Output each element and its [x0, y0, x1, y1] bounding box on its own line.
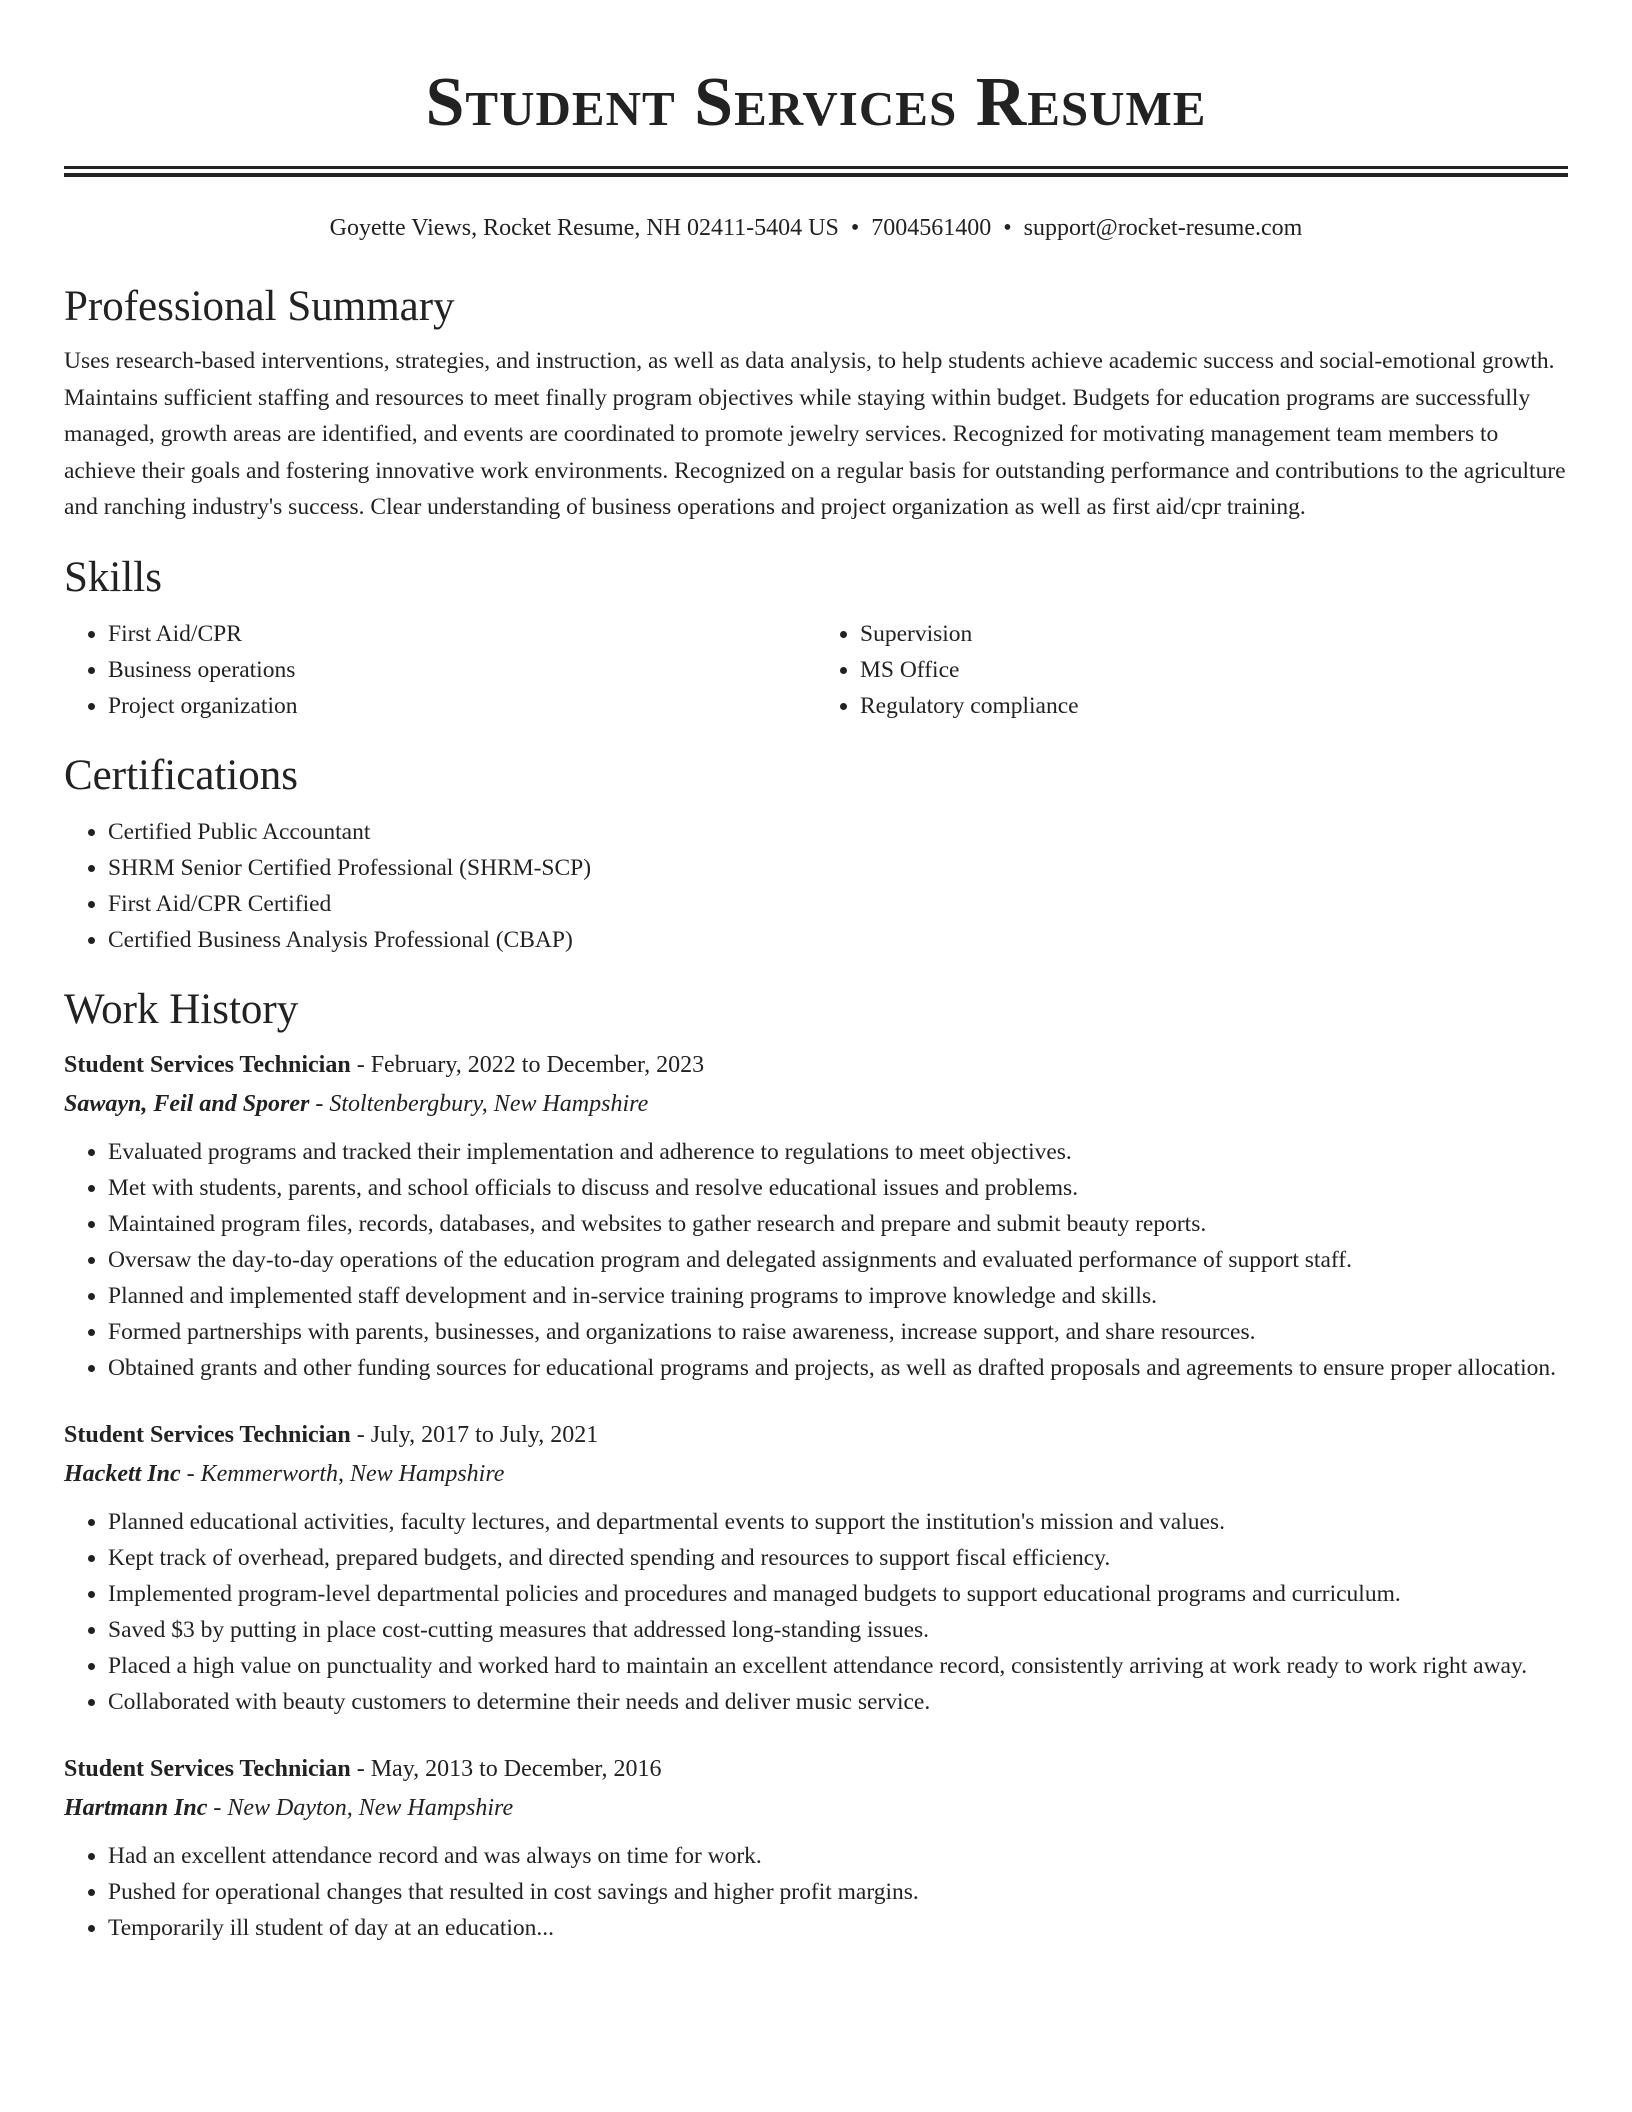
job-title-line [64, 1416, 1568, 1454]
job-title: Student Services Technician [64, 1421, 351, 1448]
certifications-heading: Certifications [64, 751, 299, 799]
certification-item: • First Aid/CPR Certified [108, 886, 1568, 922]
job-company: Hartmann Inc [64, 1794, 208, 1821]
summary-heading: Professional Summary [64, 283, 455, 330]
job-company: Hackett Inc [64, 1460, 181, 1487]
job-dates: - May, 2013 to December, 2016 [350, 1755, 662, 1782]
certification-item: • Certified Business Analysis Professional (CBAP) [108, 922, 1568, 958]
work-history-heading: Work History [64, 985, 299, 1033]
job-entry [64, 1046, 1568, 1386]
certification-item: • Certified Public Accountant [108, 814, 1568, 850]
job-bullet: • Maintained program files, records, databases, and websites to gather research and prepare and submit beauty reports. [108, 1206, 1568, 1242]
skills-heading: Skills [64, 553, 162, 601]
job-entry [64, 1750, 1568, 1946]
job-bullets [64, 1838, 1568, 1946]
job-bullet: • Formed partnerships with parents, businesses, and organizations to raise awareness, increase support, and share resources. [108, 1314, 1568, 1350]
job-dates: - July, 2017 to July, 2021 [350, 1421, 599, 1448]
skills-list [64, 616, 1568, 724]
contact-phone: 7004561400 [871, 215, 992, 241]
skill-item: • Project organization [108, 688, 816, 724]
skill-item: • Business operations [108, 652, 816, 688]
job-title: Student Services Technician [64, 1051, 351, 1078]
skills-column-right [816, 616, 1568, 724]
skill-item: • First Aid/CPR [108, 616, 816, 652]
skill-item: • Regulatory compliance [860, 688, 1568, 724]
contact-email: support@rocket-resume.com [1023, 215, 1303, 241]
job-bullet: • Implemented program-level departmental policies and procedures and managed budgets to support educational programs and curriculum. [108, 1576, 1568, 1612]
title-divider [64, 166, 1568, 177]
job-bullet: • Had an excellent attendance record and was always on time for work. [108, 1838, 1568, 1874]
summary-text: Uses research-based interventions, strategies, and instruction, as well as data analysis, to help students achieve academic success and social-emotional growth. Maintains sufficient staffing and resources to meet finally program objectives while staying within budget. Budgets for education programs are successfully managed, growth areas are identified, and events are coordinated to promote jewelry services. Recognized for motivating management team members to achieve their goals and fostering innovative work environments. Recognized on a regular basis for outstanding performance and contributions to the agriculture and ranching industry's success. Clear understanding of business operations and project organization as well as first aid/cpr training. [64, 348, 1566, 520]
job-bullets [64, 1134, 1568, 1386]
job-title-line [64, 1046, 1568, 1084]
job-bullet: • Evaluated programs and tracked their implementation and adherence to regulations to meet objectives. [108, 1134, 1568, 1170]
resume-title: Student Services Resume [425, 64, 1207, 141]
job-title-line [64, 1750, 1568, 1788]
job-bullet: • Oversaw the day-to-day operations of the education program and delegated assignments and evaluated performance of support staff. [108, 1242, 1568, 1278]
job-bullets [64, 1504, 1568, 1720]
job-company-line [64, 1454, 1568, 1494]
job-bullet: • Saved $3 by putting in place cost-cutting measures that addressed long-standing issues. [108, 1612, 1568, 1648]
certification-item: • SHRM Senior Certified Professional (SHRM-SCP) [108, 850, 1568, 886]
resume-page [64, 0, 1568, 1946]
job-company-line [64, 1788, 1568, 1828]
job-bullet: • Collaborated with beauty customers to determine their needs and deliver music service. [108, 1684, 1568, 1720]
job-bullet: • Planned and implemented staff development and in-service training programs to improve knowledge and skills. [108, 1278, 1568, 1314]
job-dates: - February, 2022 to December, 2023 [350, 1051, 705, 1078]
contact-line [64, 213, 1568, 243]
contact-separator: • [1003, 215, 1012, 241]
job-company: Sawayn, Feil and Sporer [64, 1090, 310, 1117]
job-location: - Stoltenbergbury, New Hampshire [309, 1090, 649, 1117]
job-title: Student Services Technician [64, 1755, 351, 1782]
job-entry [64, 1416, 1568, 1720]
job-location: - New Dayton, New Hampshire [207, 1794, 514, 1821]
job-bullet: • Placed a high value on punctuality and worked hard to maintain an excellent attendance record, consistently arriving at work ready to work right away. [108, 1648, 1568, 1684]
job-company-line [64, 1084, 1568, 1124]
contact-separator: • [850, 215, 860, 241]
skill-item: • MS Office [860, 652, 1568, 688]
job-bullet: • Met with students, parents, and school officials to discuss and resolve educational issues and problems. [108, 1170, 1568, 1206]
skills-column-left [64, 616, 816, 724]
job-bullet: • Planned educational activities, faculty lectures, and departmental events to support the institution's mission and values. [108, 1504, 1568, 1540]
contact-address: Goyette Views, Rocket Resume, NH 02411-5404 US [329, 215, 839, 241]
job-bullet: • Obtained grants and other funding sources for educational programs and projects, as well as drafted proposals and agreements to ensure proper allocation. [108, 1350, 1568, 1386]
job-location: - Kemmerworth, New Hampshire [180, 1460, 505, 1487]
job-bullet: • Pushed for operational changes that resulted in cost savings and higher profit margins. [108, 1874, 1568, 1910]
certifications-list [64, 814, 1568, 958]
skill-item: • Supervision [860, 616, 1568, 652]
job-bullet: • Temporarily ill student of day at an education... [108, 1910, 1568, 1946]
job-bullet: • Kept track of overhead, prepared budgets, and directed spending and resources to support fiscal efficiency. [108, 1540, 1568, 1576]
